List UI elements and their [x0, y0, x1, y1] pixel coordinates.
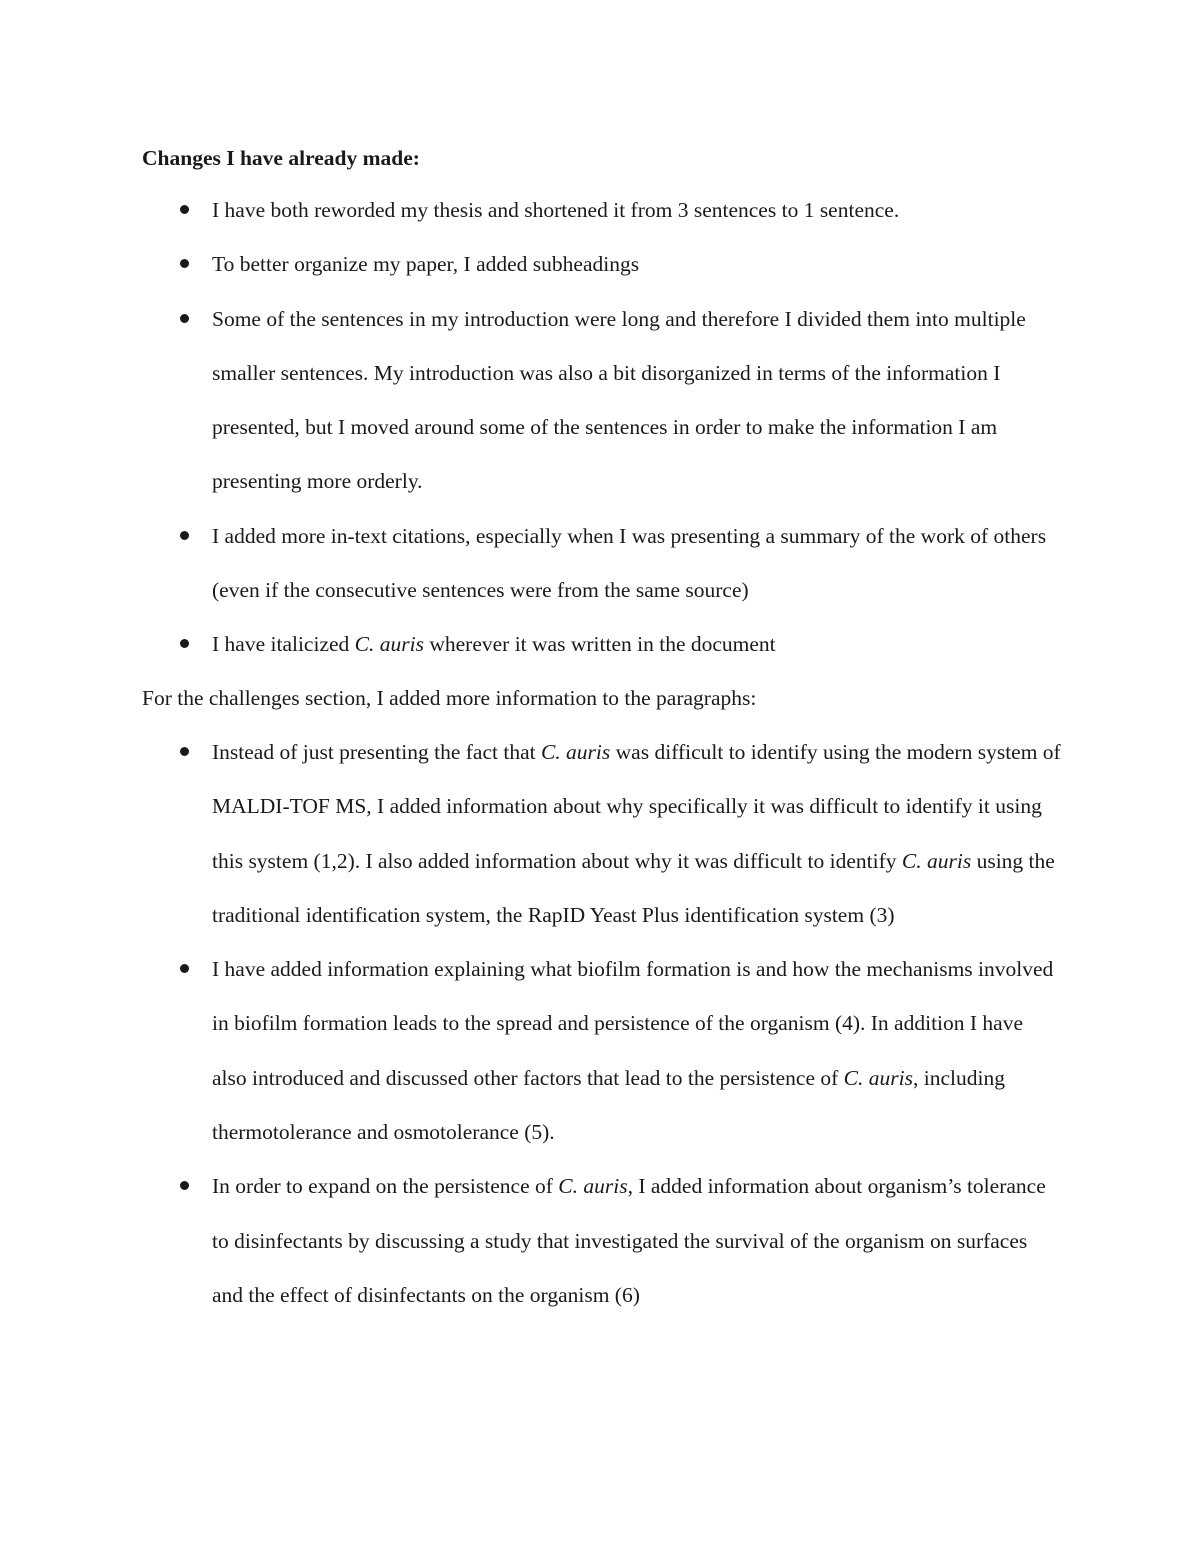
list-item-text: I have both reworded my thesis and shortened it from 3 sentences to 1 sentence.: [212, 198, 900, 222]
challenges-list: [0, 725, 1200, 1322]
list-item: [0, 509, 1062, 618]
bullet-icon: [180, 1181, 189, 1190]
list-item-text: In order to expand on the persistence of: [212, 1174, 559, 1199]
bullet-icon: [180, 259, 189, 268]
list-item-text: Some of the sentences in my introduction were long and therefore I divided them into multiple smaller sentences. My introduction was also a bit disorganized in terms of the information I presented, but I moved around some of the sentences in order to make the information I am presenting more orderly.: [212, 306, 1026, 494]
list-item-text: was difficult to identify using the modern system of MALDI-TOF MS, I added information about why specifically it was difficult to identify it using this system (1,2). I also added information about why it was difficult to identify: [212, 740, 1061, 873]
italic-text: C. auris: [540, 740, 611, 764]
bullet-icon: [180, 747, 189, 756]
list-item: [0, 1159, 1062, 1322]
italic-text: C. auris: [558, 1174, 628, 1199]
bullet-icon: [180, 639, 189, 648]
list-item-text: wherever it was written in the document: [423, 632, 776, 657]
bullet-icon: [180, 314, 189, 323]
list-item-text: Instead of just presenting the fact that: [212, 740, 541, 764]
changes-list: [0, 183, 1200, 672]
list-item: [0, 617, 1062, 671]
list-item: [0, 725, 1062, 942]
list-item-text: , I added information about organism’s tolerance to disinfectants by discussing a study that investigated the survival of the organism on surfaces and the effect of disinfectants on the organism (6): [212, 1174, 1046, 1307]
bullet-icon: [180, 964, 189, 973]
list-item-text: I have italicized: [212, 632, 355, 657]
list-item: [0, 942, 1062, 1159]
list-item-text: using the traditional identification system, the RapID Yeast Plus identification system (3): [212, 848, 1055, 927]
section-heading: Changes I have already made:: [142, 146, 420, 170]
bullet-icon: [180, 531, 189, 540]
list-item: [0, 183, 1062, 237]
bullet-icon: [180, 205, 189, 214]
italic-text: C. auris: [354, 632, 424, 657]
list-item: [0, 237, 1062, 291]
list-item-text: To better organize my paper, I added subheadings: [212, 252, 640, 277]
list-item-text: , including thermotolerance and osmotolerance (5).: [212, 1065, 1005, 1145]
list-item-text: I added more in-text citations, especially when I was presenting a summary of the work of others (even if the consecutive sentences were from the same source): [212, 523, 1047, 603]
italic-text: C. auris: [901, 848, 972, 873]
list-item-text: I have added information explaining what biofilm formation is and how the mechanisms involved in biofilm formation leads to the spread and persistence of the organism (4). In addition I have also introduced and discussed other factors that lead to the persistence of: [212, 957, 1054, 1090]
challenges-paragraph: For the challenges section, I added more information to the paragraphs:: [142, 686, 757, 710]
list-item: [0, 292, 1062, 509]
italic-text: C. auris: [843, 1065, 913, 1090]
